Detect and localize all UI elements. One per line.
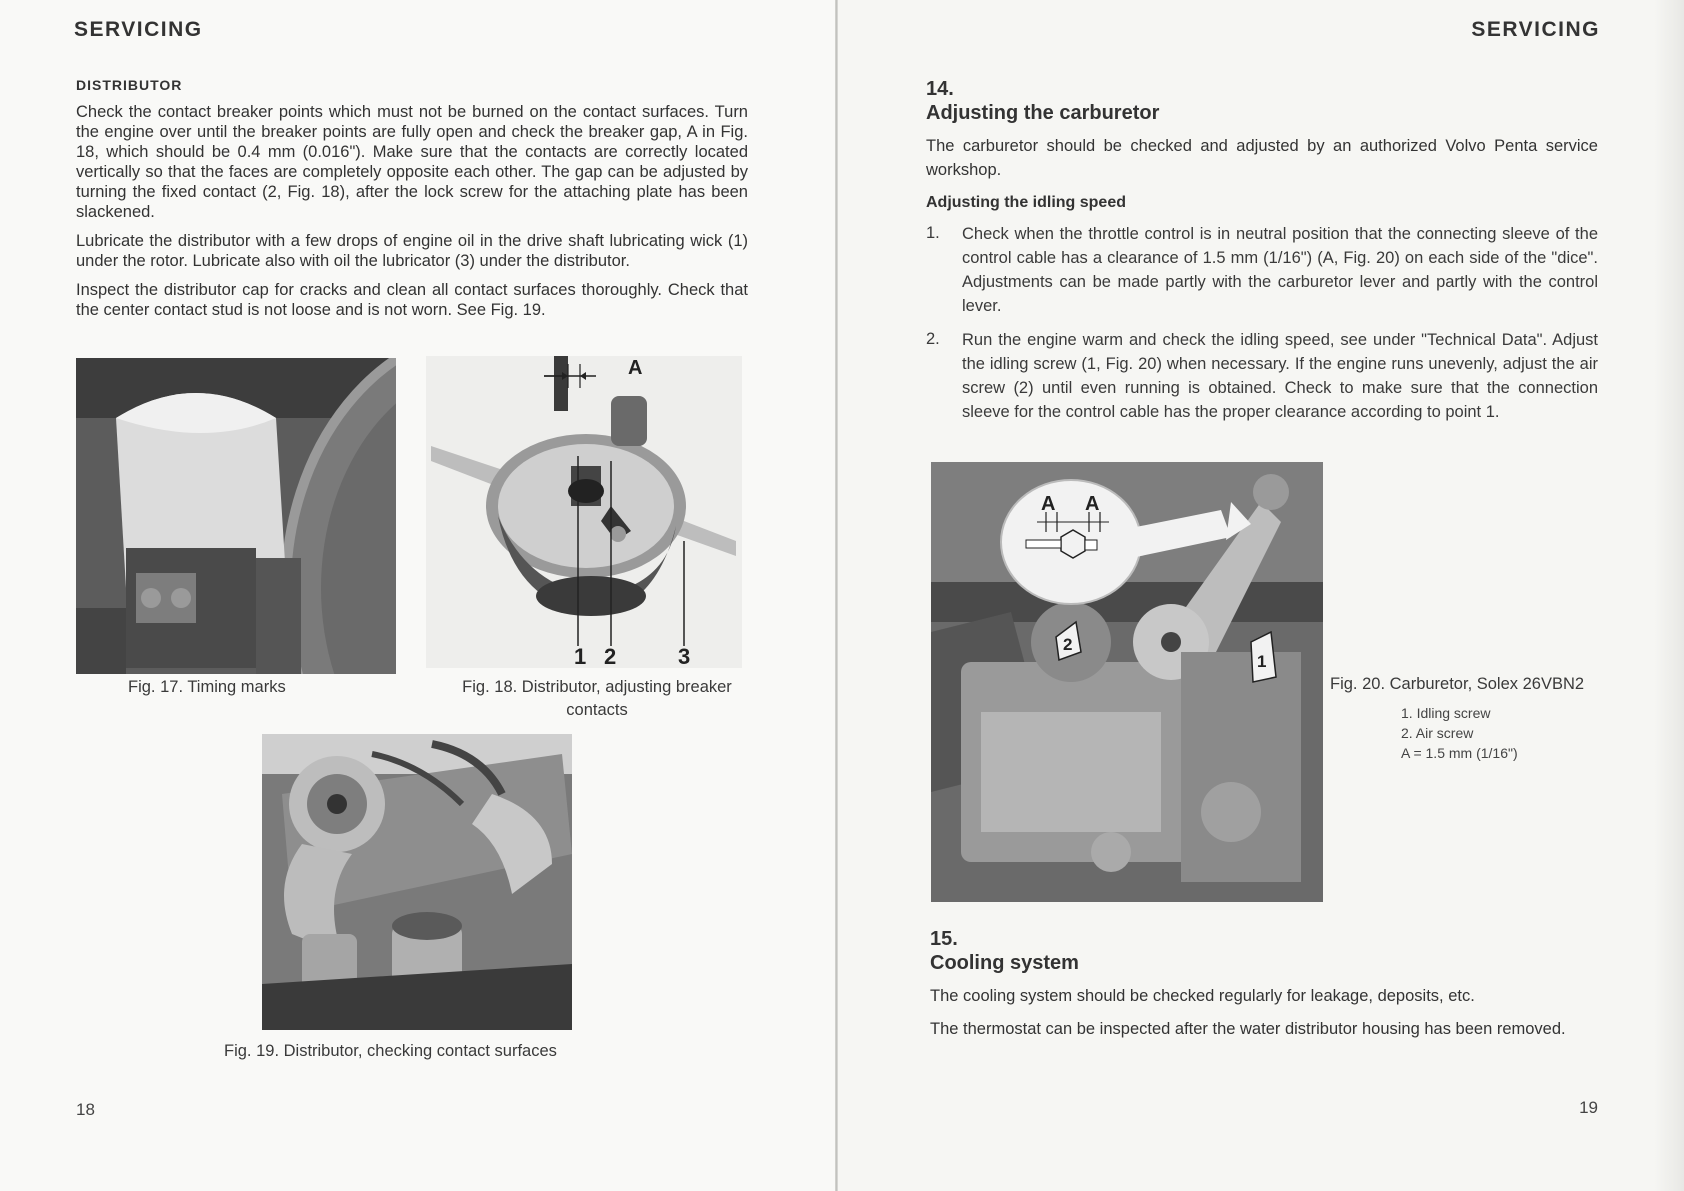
legend-item: 1. Idling screw xyxy=(1401,705,1491,721)
fig18-label-a: A xyxy=(628,357,643,379)
idling-subheading: Adjusting the idling speed xyxy=(926,194,1126,211)
section15-title: Cooling system xyxy=(930,952,1079,974)
fig18-diagram xyxy=(426,356,742,668)
paragraph: Inspect the distributor cap for cracks and clean all contact surfaces thoroughly. Check that the center contact stud is not loose and is not worn. See Fig. 19. xyxy=(76,281,748,319)
fig18-label-2: 2 xyxy=(604,644,617,668)
section15-number: 15. xyxy=(930,928,958,950)
step2-text: Run the engine warm and check the idling speed, see under "Technical Data". Adjust the idling screw (1, Fig. 20) when necessary. If the engine runs unevenly, adjust the air screw (2) until even running is obtained. Check to make sure that the connection sleeve for the control cable has the proper clearance according to point 1. xyxy=(962,331,1598,421)
left-header: SERVICING xyxy=(74,18,203,41)
right-page-number: 19 xyxy=(1579,1098,1598,1117)
step2-number: 2. xyxy=(926,330,940,348)
fig19-caption: Fig. 19. Distributor, checking contact surfaces xyxy=(224,1042,557,1060)
left-page-number: 18 xyxy=(76,1100,95,1119)
paragraph: Check the contact breaker points which must not be burned on the contact surfaces. Turn the engine over until the breaker points are fully open and check the breaker gap, A in Fig. 18, which should be 0.4 mm (0.016"). Make sure that the contacts are correctly located vertically so that the faces are completely opposite each other. The gap can be adjusted by turning the fixed contact (2, Fig. 18), after the lock screw for the attaching plate has been slackened. xyxy=(76,103,748,221)
section14-number: 14. xyxy=(926,78,954,100)
legend-item: 2. Air screw xyxy=(1401,725,1474,741)
section14-intro: The carburetor should be checked and adjusted by an authorized Volvo Penta service workshop. xyxy=(926,137,1598,179)
fig20-legend xyxy=(1401,703,1518,763)
fig17-caption: Fig. 17. Timing marks xyxy=(128,678,286,696)
distributor-heading: DISTRIBUTOR xyxy=(76,77,183,93)
paragraph: The thermostat can be inspected after the water distributor housing has been removed. xyxy=(930,1020,1566,1038)
left-page xyxy=(0,0,836,1191)
fig20-label-2: 2 xyxy=(1063,635,1073,654)
section15-text xyxy=(930,984,1598,1050)
step1-text: Check when the throttle control is in neutral position that the connecting sleeve of the control cable has a clearance of 1.5 mm (1/16") (A, Fig. 20) on each side of the "dice". Adjustments can be made partly with the carburetor lever and partly with the control lever. xyxy=(962,225,1598,315)
fig20-photo xyxy=(931,462,1323,902)
section14-title: Adjusting the carburetor xyxy=(926,102,1160,124)
fig20-label-a1: A xyxy=(1041,493,1056,515)
paragraph: The cooling system should be checked regularly for leakage, deposits, etc. xyxy=(930,987,1475,1005)
fig20-caption: Fig. 20. Carburetor, Solex 26VBN2 xyxy=(1330,675,1585,693)
page-edge-shadow xyxy=(1654,0,1684,1191)
fig20-label-a2: A xyxy=(1085,493,1100,515)
fig18-label-3: 3 xyxy=(678,644,691,668)
fig20-label-1: 1 xyxy=(1257,652,1267,671)
fig19-photo xyxy=(262,734,572,1030)
fig17-photo xyxy=(76,358,396,674)
right-header: SERVICING xyxy=(1471,18,1600,41)
distributor-text xyxy=(76,102,748,329)
fig18-label-1: 1 xyxy=(574,644,587,668)
paragraph: Lubricate the distributor with a few drops of engine oil in the drive shaft lubricating wick (1) under the rotor. Lubricate also with oil the lubricator (3) under the distributor. xyxy=(76,232,748,270)
step1-number: 1. xyxy=(926,224,940,242)
fig18-caption: Fig. 18. Distributor, adjusting breaker contacts xyxy=(462,678,732,719)
legend-item: A = 1.5 mm (1/16") xyxy=(1401,745,1518,761)
right-page xyxy=(838,0,1684,1191)
